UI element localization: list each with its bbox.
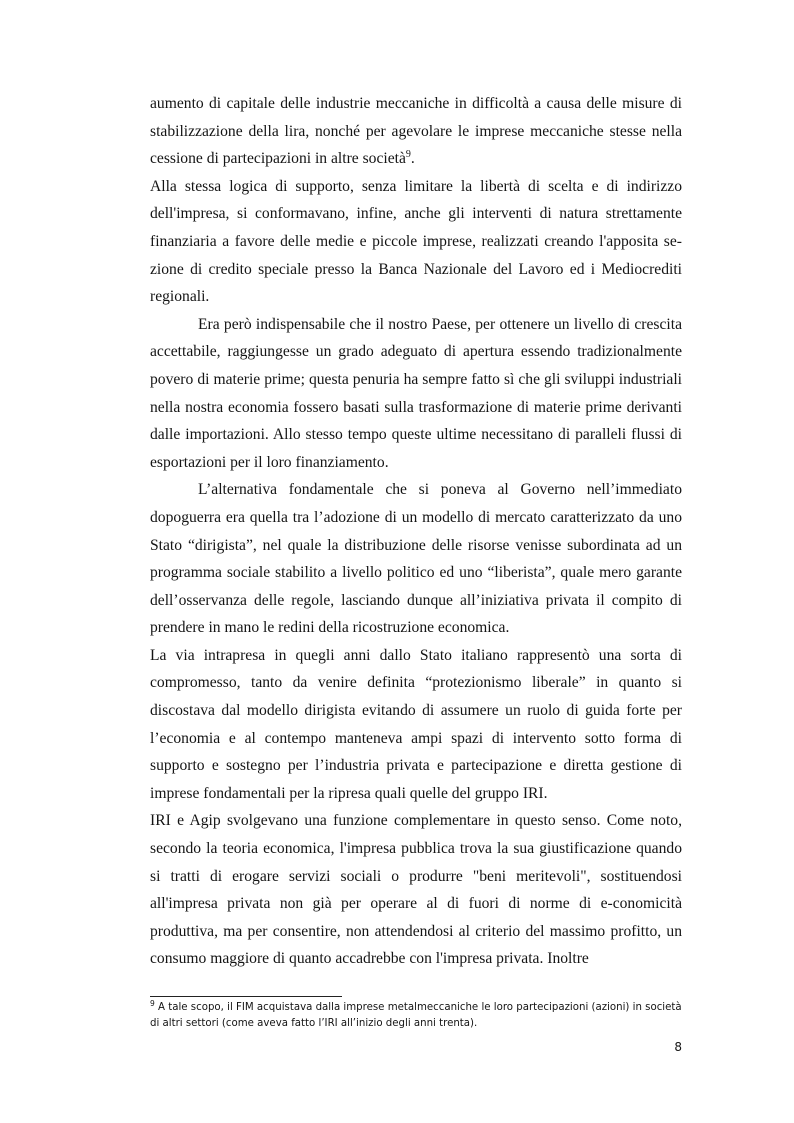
- paragraph: IRI e Agip svolgevano una funzione complementare in questo senso. Come noto, secondo la teoria economica, l'impresa pubblica trova la sua giustificazione quando si tratti di erogare servizi sociali o produrre "beni meritevoli", sostituendosi all'impresa privata non già per operare al di fuori di norme di e-conomicità produttiva, ma per consentire, non attendendosi al criterio del massimo profitto, un consumo maggiore di quanto accadrebbe con l'impresa privata. Inoltre: [150, 812, 682, 968]
- paragraph: Alla stessa logica di supporto, senza limitare la libertà di scelta e di indirizzo dell'impresa, si conformavano, infine, anche gli interventi di natura strettamente finanziaria a favore delle medie e piccole imprese, realizzati creando l'apposita se-zione di credito speciale presso la Banca Nazionale del Lavoro ed i Mediocrediti regionali.: [150, 177, 682, 306]
- paragraph: L’alternativa fondamentale che si poneva al Governo nell’immediato dopoguerra era quella tra l’adozione di un modello di mercato caratterizzato da uno Stato “dirigista”, nel quale la distribuzione delle risorse venisse subordinata ad un programma sociale stabilito a livello politico ed uno “liberista”, quale mero garante dell’osservanza delle regole, lasciando dunque all’iniziativa privata il compito di prendere in mano le redini della ricostruzione economica.: [150, 481, 682, 637]
- footnote-reference[interactable]: 9: [405, 149, 411, 161]
- paragraph: aumento di capitale delle industrie meccaniche in difficoltà a causa delle misure di stabilizzazione della lira, nonché per agevolare le imprese meccaniche stesse nella cessione di partecipazioni in altre società$^9$.: [150, 95, 682, 168]
- body-text: [150, 90, 682, 973]
- footnote: [150, 1000, 684, 1032]
- paragraph: Era però indispensabile che il nostro Paese, per ottenere un livello di crescita accettabile, raggiungesse un grado adeguato di apertura essendo tradizionalmente povero di materie prime; questa penuria ha sempre fatto sì che gli sviluppi industriali nella nostra economia fossero basati sulla trasformazione di materie prime derivanti dalle importazioni. Allo stesso tempo queste ultime necessitano di paralleli flussi di esportazioni per il loro finanziamento.: [150, 315, 682, 471]
- footnote-text: A tale scopo, il FIM acquistava dalla imprese metalmeccaniche le loro partecipazioni (azioni) in società di altri settori (come aveva fatto l’IRI all’inizio degli anni trenta).: [150, 1002, 682, 1029]
- footnote-separator: [150, 996, 342, 997]
- page-number: 8: [674, 1040, 682, 1054]
- paragraph: La via intrapresa in quegli anni dallo Stato italiano rappresentò una sorta di compromesso, tanto da venire definita “protezionismo liberale” in quanto si discostava dal modello dirigista evitando di assumere un ruolo di guida forte per l’economia e al contempo manteneva ampi spazi di intervento sotto forma di supporto e sostegno per l’industria privata e partecipazione e diretta gestione di imprese fondamentali per la ripresa quali quelle del gruppo IRI.: [150, 646, 682, 802]
- footnote-number: 9: [150, 999, 155, 1008]
